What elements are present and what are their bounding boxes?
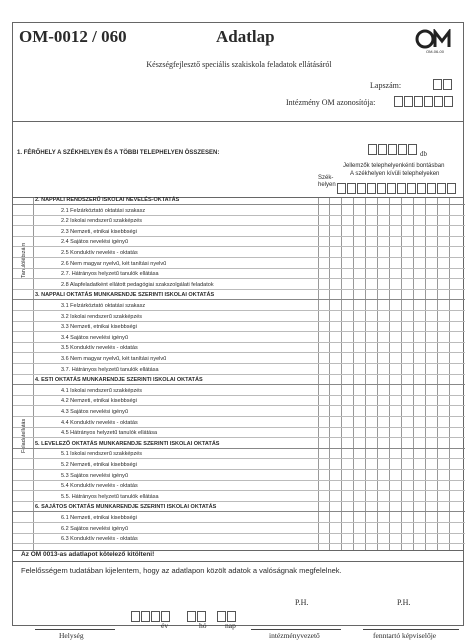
table-row bbox=[13, 463, 465, 470]
row-label: 6. SAJÁTOS OKTATÁS MUNKARENDJE SZERINTI ISKOLAI OKTATÁS bbox=[35, 504, 217, 511]
row-label: 3. NAPPALI OKTATÁS MUNKARENDJE SZERINTI ISKOLAI OKTATÁS bbox=[35, 292, 215, 299]
table-row bbox=[13, 421, 465, 428]
mandatory-note: Az OM 0013-as adatlapot kötelező kitölteni! bbox=[21, 551, 155, 558]
row-label: 4.1 Iskolai rendszerű szakképzés bbox=[61, 387, 143, 394]
table-row bbox=[13, 262, 465, 269]
lapszam-label: Lapszám: bbox=[370, 81, 402, 90]
table-row bbox=[13, 336, 465, 343]
table-row bbox=[13, 495, 465, 502]
row-label: 6.2 Sajátos nevelési igényű bbox=[61, 525, 128, 532]
row-label: 5.4 Konduktív nevelés - oktatás bbox=[61, 483, 138, 490]
table-row bbox=[13, 315, 465, 322]
table-row bbox=[13, 230, 465, 237]
row-label: 3.1 Felzárkóztató oktatási szakasz bbox=[61, 303, 146, 309]
row-label: 4.3 Sajátos nevelési igényű bbox=[61, 409, 128, 415]
table-row bbox=[13, 219, 465, 226]
principal-label: intézményvezető bbox=[269, 631, 320, 640]
stamp-place-1: P.H. bbox=[295, 598, 309, 607]
row-label: 2.8 Alapfeladatként ellátott pedagógiai szakszolgálati feladatok bbox=[61, 281, 214, 288]
day-label: nap bbox=[225, 621, 236, 630]
row-label: 2.4 Sajátos nevelési igényű bbox=[61, 239, 128, 246]
row-label: 5.2 Nemzeti, etnikai kisebbségi bbox=[61, 462, 137, 468]
row-label: 5.1 Iskolai rendszerű szakképzés bbox=[61, 451, 143, 458]
unit-db: db bbox=[420, 150, 427, 158]
table-row bbox=[13, 346, 465, 353]
table-row bbox=[13, 431, 465, 438]
row-label: 3.6 Nem magyar nyelvű, két tanítási nyelvű bbox=[61, 356, 167, 362]
section1-title: 1. FÉRŐHELY A SZÉKHELYEN ÉS A TÖBBI TELEPHELYEN ÖSSZESEN: bbox=[17, 150, 220, 156]
row-label: 3.3 Nemzeti, etnikai kisebbségi bbox=[61, 324, 137, 331]
divider bbox=[13, 121, 463, 122]
table-row bbox=[13, 537, 465, 544]
row-label: 2.2 Iskolai rendszerű szakképzés bbox=[61, 218, 143, 225]
row-label: 6.3 Konduktív nevelés - oktatás bbox=[61, 536, 138, 543]
form-subtitle: Készségfejlesztő speciális szakiskola feladatok ellátásáról bbox=[146, 60, 332, 69]
section-header-row bbox=[13, 505, 465, 512]
year-label: év bbox=[161, 621, 169, 630]
row-label: 5.5. Hátrányos helyzetű tanulók ellátása bbox=[61, 493, 159, 500]
form-code: OM-0012 / 060 bbox=[19, 27, 127, 46]
section-header-row bbox=[13, 293, 465, 300]
side-label-tanuloletszam: Tanulólétszám bbox=[21, 242, 27, 278]
table-row bbox=[13, 304, 465, 311]
row-label: 6.1 Nemzeti, etnikai kisebbségi bbox=[61, 515, 137, 521]
row-label: 2.5 Konduktív nevelés - oktatás bbox=[61, 250, 138, 256]
divider bbox=[13, 561, 463, 562]
maintainer-label: fenntartó képviselője bbox=[373, 631, 437, 640]
helyseg-line[interactable] bbox=[35, 629, 115, 630]
row-label: 2.6 Nem magyar nyelvű, két tanítási nyelvű bbox=[61, 260, 167, 267]
table-row bbox=[13, 368, 465, 375]
row-label: 4.2 Nemzeti, etnikai kisebbségi bbox=[61, 398, 137, 405]
table-row bbox=[13, 283, 465, 290]
row-label: 2. NAPPALI RENDSZERŰ ISKOLAI NEVELÉS-OKTATÁS bbox=[35, 197, 180, 203]
other-sites-label: A székhelyen kívüli telephelyeken bbox=[350, 171, 440, 177]
om-logo-icon bbox=[415, 29, 455, 49]
stamp-place-2: P.H. bbox=[397, 598, 411, 607]
row-label: 3.5 Konduktív nevelés - oktatás bbox=[61, 345, 138, 352]
section-header-row bbox=[13, 442, 465, 449]
helyseg-label: Helység bbox=[59, 631, 84, 640]
section-header-row bbox=[13, 198, 465, 205]
om-id-label: Intézmény OM azonosítója: bbox=[286, 98, 376, 107]
form-title: Adatlap bbox=[216, 27, 275, 46]
maintainer-signature-line[interactable] bbox=[363, 629, 459, 630]
row-label: 4. ESTI OKTATÁS MUNKARENDJE SZERINTI ISKOLAI OKTATÁS bbox=[35, 377, 203, 384]
lapszam-field[interactable] bbox=[433, 79, 453, 90]
site-boxes[interactable] bbox=[337, 183, 457, 194]
row-label: 5. LEVELEZŐ OKTATÁS MUNKARENDJE SZERINTI ISKOLAI OKTATÁS bbox=[35, 440, 220, 447]
table-row bbox=[13, 527, 465, 534]
declaration-text: Felelősségem tudatában kijelentem, hogy az adatlapon közölt adatok a valóságnak megfelelnek. bbox=[21, 566, 342, 575]
table-row bbox=[13, 240, 465, 247]
row-label: 4.4 Konduktív nevelés - oktatás bbox=[61, 419, 138, 426]
table-row bbox=[13, 325, 465, 332]
row-label: 4.5 Hátrányos helyzetű tanulók ellátása bbox=[61, 430, 158, 437]
om-logo bbox=[413, 29, 457, 54]
principal-signature-line[interactable] bbox=[251, 629, 341, 630]
row-label: 3.4 Sajátos nevelési igényű bbox=[61, 334, 128, 341]
table-row bbox=[13, 484, 465, 491]
row-label: 2.3 Nemzeti, etnikai kisebbségi bbox=[61, 228, 137, 235]
table-row bbox=[13, 272, 465, 279]
table-row bbox=[13, 474, 465, 481]
om-id-field[interactable] bbox=[394, 96, 454, 107]
row-label: 3.7. Hátrányos helyzetű tanulók ellátása bbox=[61, 366, 159, 373]
breakdown-label: Jellemzők telephelyenkénti bontásban bbox=[343, 163, 445, 169]
table-row bbox=[13, 389, 465, 396]
szekhely-label: Szék-helyen bbox=[318, 175, 336, 188]
month-label: hó bbox=[199, 621, 207, 630]
table-row bbox=[13, 410, 465, 417]
row-label: 2.7. Hátrányos helyzetű tanulók ellátása bbox=[61, 271, 159, 278]
table-row bbox=[13, 516, 465, 523]
table-row bbox=[13, 251, 465, 258]
total-places-field[interactable] bbox=[368, 144, 418, 155]
row-label: 5.3 Sajátos nevelési igényű bbox=[61, 472, 128, 479]
side-label-feladatellatas: Feladatellátás bbox=[21, 418, 27, 453]
table-row bbox=[13, 209, 465, 216]
table-row bbox=[13, 357, 465, 364]
table-row bbox=[13, 399, 465, 406]
form-page bbox=[12, 22, 464, 640]
table-row bbox=[13, 452, 465, 459]
row-label: 2.1 Felzárkóztató oktatási szakasz bbox=[61, 207, 146, 214]
logo-subtext: OM-06-00 bbox=[425, 49, 444, 54]
row-label: 3.2 Iskolai rendszerű szakképzés bbox=[61, 313, 143, 320]
section-header-row bbox=[13, 378, 465, 385]
